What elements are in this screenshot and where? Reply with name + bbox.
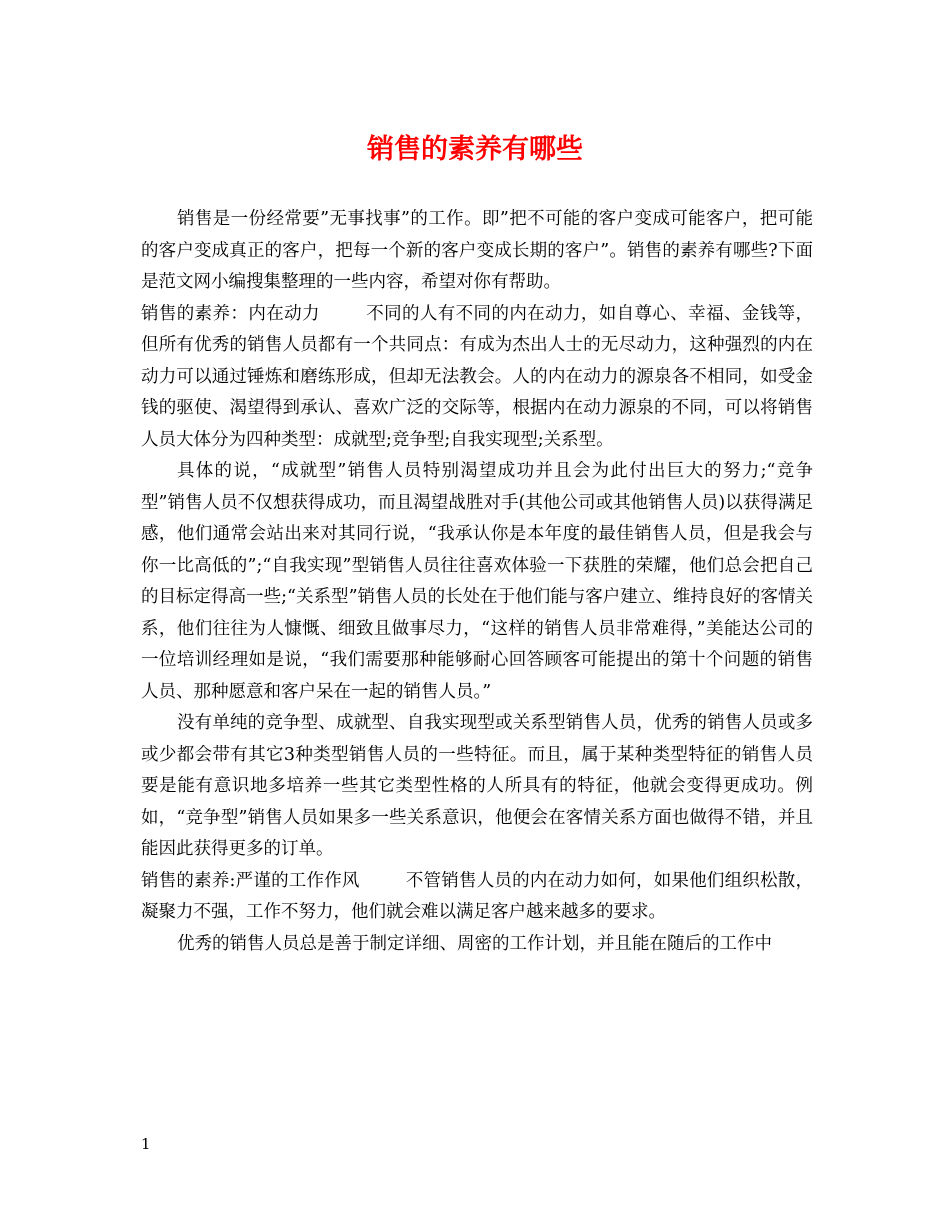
paragraph-intro: 销售是一份经常要”无事找事”的工作。即”把不可能的客户变成可能客户，把可能的客户变成真正的客户，把每一个新的客户变成长期的客户”。销售的素养有哪些?下面是范文网小编搜集整理的一些内容，希望对你有帮助。 (141, 209, 813, 292)
paragraph-inner-motivation-text: 不同的人有不同的内在动力，如自尊心、幸福、金钱等，但所有优秀的销售人员都有一个共同点：有成为杰出人士的无尽动力，这种强烈的内在动力可以通过锤炼和磨练形成，但却无法教会。人的内在动力的源泉各不相同，如受金钱的驱使、渴望得到承认、喜欢广泛的交际等，根据内在动力源泉的不同，可以将销售人员大体分为四种类型：成就型;竞争型;自我实现型;关系型。 (141, 303, 814, 450)
page-number: 1 (141, 1135, 151, 1153)
paragraph-sales-types: 具体的说，“成就型”销售人员特别渴望成功并且会为此付出巨大的努力;“竞争型”销售人员不仅想获得成功，而且渴望战胜对手(其他公司或其他销售人员)以获得满足感，他们通常会站出来对其同行说，“我承认你是本年度的最佳销售人员，但是我会与你一比高低的”;“自我实现”型销售人员往往喜欢体验一下获胜的荣耀，他们总会把自己的目标定得高一些;“关系型”销售人员的长处在于他们能与客户建立、维持良好的客情关系，他们往往为人慷慨、细致且做事尽力，“这样的销售人员非常难得，”美能达公司的一位培训经理如是说，“我们需要那种能够耐心回答顾客可能提出的第十个问题的销售人员、那种愿意和客户呆在一起的销售人员。” (141, 461, 813, 702)
paragraph-inner-motivation (141, 299, 813, 457)
paragraph-planning: 优秀的销售人员总是善于制定详细、周密的工作计划，并且能在随后的工作中 (177, 933, 772, 954)
paragraph-mixed-types: 没有单纯的竞争型、成就型、自我实现型或关系型销售人员，优秀的销售人员或多或少都会带有其它3种类型销售人员的一些特征。而且，属于某种类型特征的销售人员要是能有意识地多培养一些其它类型性格的人所具有的特征，他就会变得更成功。例如，“竞争型”销售人员如果多一些关系意识，他便会在客情关系方面也做得不错，并且能因此获得更多的订单。 (141, 713, 813, 859)
paragraph-work-style (141, 866, 813, 929)
document-title: 销售的素养有哪些 (367, 134, 583, 165)
paragraph-work-style-text: 不管销售人员的内在动力如何，如果他们组织松散，凝聚力不强，工作不努力，他们就会难以满足客户越来越多的要求。 (141, 870, 813, 922)
section-heading-work-style: 销售的素养:严谨的工作作风 (141, 870, 360, 891)
section-heading-inner-motivation: 销售的素养：内在动力 (141, 303, 320, 324)
document-body (141, 204, 813, 960)
